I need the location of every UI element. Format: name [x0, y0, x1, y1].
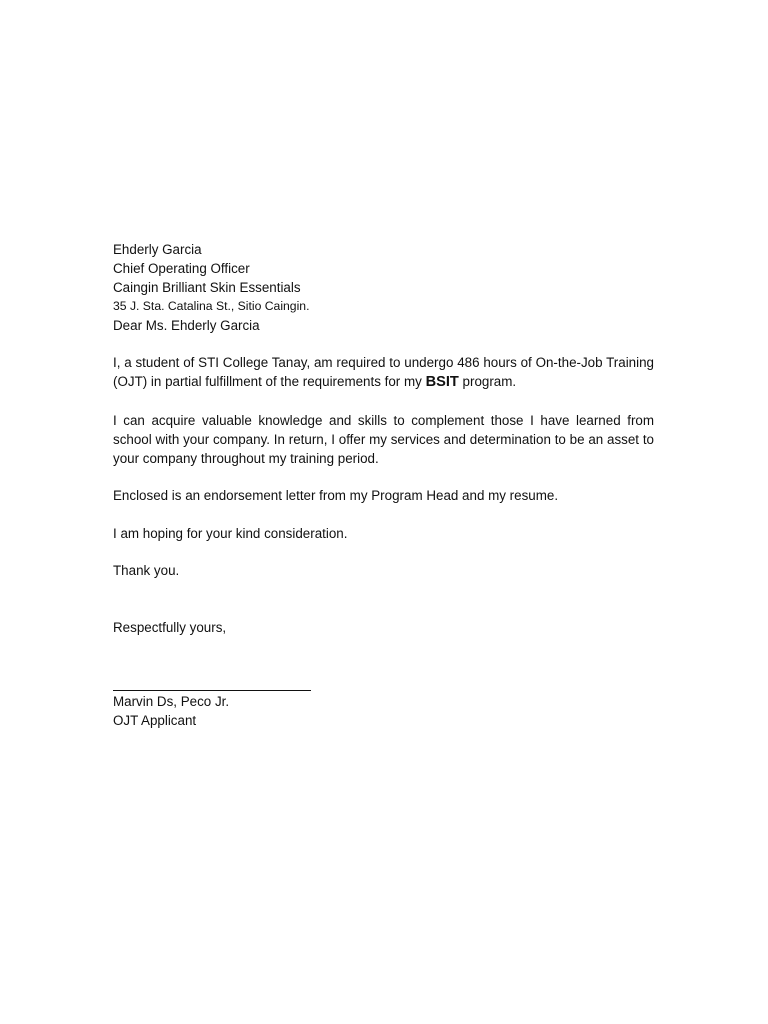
letter-body [113, 240, 654, 637]
recipient-company: Caingin Brilliant Skin Essentials [113, 280, 301, 295]
paragraph-consideration: I am hoping for your kind consideration. [113, 526, 348, 541]
paragraph-offer: I can acquire valuable knowledge and skills to complement those I have learned from school with your company. In return, I offer my services and determination to be an asset to your company throughout my training period. [113, 413, 654, 466]
salutation: Dear Ms. Ehderly Garcia [113, 318, 260, 333]
paragraph-enclosure: Enclosed is an endorsement letter from my Program Head and my resume. [113, 488, 559, 503]
signer-name: Marvin Ds, Peco Jr. [113, 694, 230, 709]
recipient-name: Ehderly Garcia [113, 242, 202, 257]
recipient-address: 35 J. Sta. Catalina St., Sitio Caingin. [113, 299, 310, 313]
signature-block [113, 692, 229, 730]
paragraph-request-end: program. [458, 374, 517, 389]
program-name: BSIT [425, 374, 459, 390]
signature-line [113, 690, 311, 691]
signer-role: OJT Applicant [113, 713, 197, 728]
closing: Respectfully yours, [113, 620, 227, 635]
paragraph-thanks: Thank you. [113, 563, 180, 578]
paragraph-request-text: I, a student of STI College Tanay, am required to undergo 486 hours of On-the-Job Training (OJT) in partial fulfillment of the requirements for my [113, 355, 654, 389]
paragraph-request [113, 353, 654, 392]
recipient-title: Chief Operating Officer [113, 261, 250, 276]
